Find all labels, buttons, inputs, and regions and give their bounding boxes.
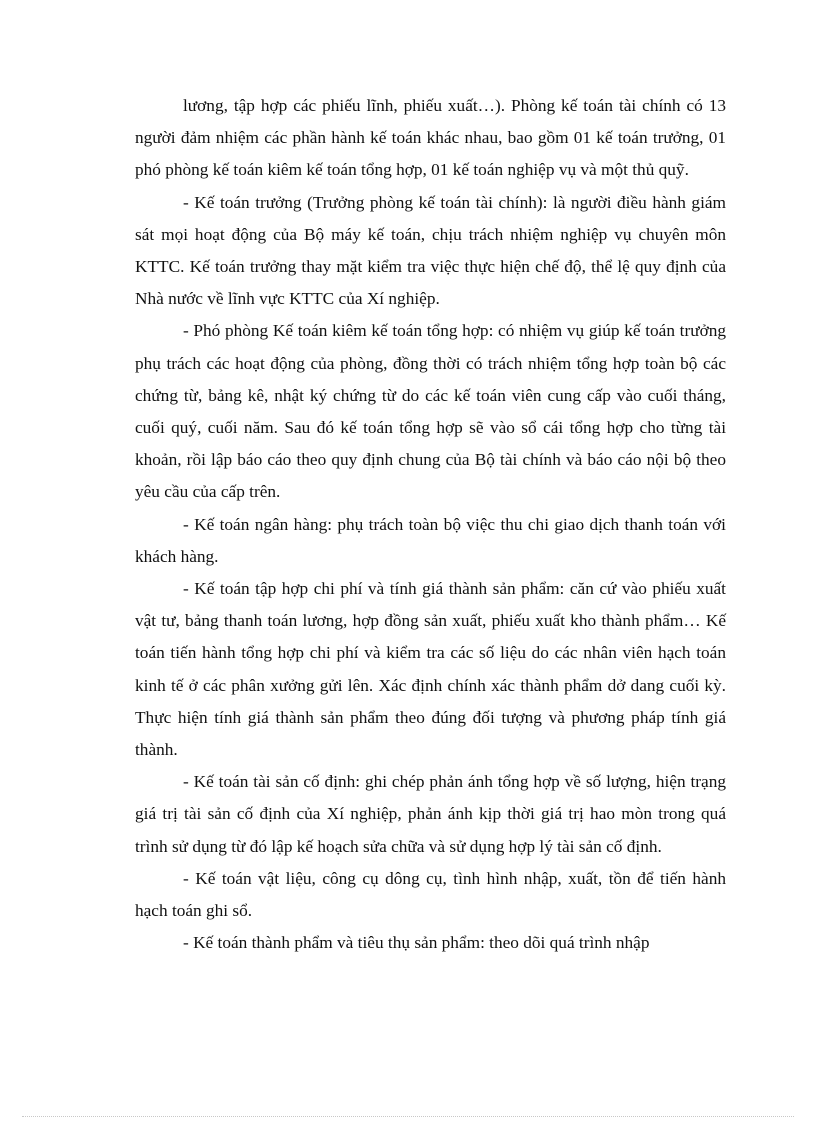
document-body <box>135 90 726 959</box>
paragraph-deputy-accountant: - Phó phòng Kế toán kiêm kế toán tổng hợp: có nhiệm vụ giúp kế toán trưởng phụ trách các hoạt động của phòng, đồng thời có trách nhiệm tổng hợp toàn bộ các chứng từ, bảng kê, nhật ký chứng từ do các kế toán viên cung cấp vào cuối tháng, cuối quý, cuối năm. Sau đó kế toán tổng hợp sẽ vào sổ cái tổng hợp cho từng tài khoản, rồi lập báo cáo theo quy định chung của Bộ tài chính và báo cáo nội bộ theo yêu cầu của cấp trên. <box>135 321 726 502</box>
paragraph-chief-accountant: - Kế toán trưởng (Trưởng phòng kế toán tài chính): là người điều hành giám sát mọi hoạt động của Bộ máy kế toán, chịu trách nhiệm nghiệp vụ chuyên môn KTTC. Kế toán trưởng thay mặt kiểm tra việc thực hiện chế độ, thể lệ quy định của Nhà nước về lĩnh vực KTTC của Xí nghiệp. <box>135 192 726 309</box>
paragraph-cost-accountant: - Kế toán tập hợp chi phí và tính giá thành sản phẩm: căn cứ vào phiếu xuất vật tư, bảng thanh toán lương, hợp đồng sản xuất, phiếu xuất kho thành phẩm… Kế toán tiến hành tổng hợp chi phí và kiểm tra các số liệu do các nhân viên hạch toán kinh tế ở các phân xưởng gửi lên. Xác định chính xác thành phẩm dở dang cuối kỳ. Thực hiện tính giá thành sản phẩm theo đúng đối tượng và phương pháp tính giá thành. <box>135 579 726 760</box>
paragraph-materials-accountant: - Kế toán vật liệu, công cụ dông cụ, tình hình nhập, xuất, tồn để tiến hành hạch toán ghi sổ. <box>135 868 726 921</box>
paragraph-bank-accountant: - Kế toán ngân hàng: phụ trách toàn bộ việc thu chi giao dịch thanh toán với khách hàng. <box>135 514 726 566</box>
paragraph-finished-goods-accountant: - Kế toán thành phẩm và tiêu thụ sản phẩm: theo dõi quá trình nhập <box>183 933 650 953</box>
page-bottom-rule <box>22 1116 794 1117</box>
paragraph-1: lương, tập hợp các phiếu lĩnh, phiếu xuất…). Phòng kế toán tài chính có 13 người đảm nhiệm các phần hành kế toán khác nhau, bao gồm 01 kế toán trưởng, 01 phó phòng kế toán kiêm kế toán tổng hợp, 01 kế toán nghiệp vụ và một thủ quỹ. <box>135 96 726 180</box>
paragraph-fixed-asset-accountant: - Kế toán tài sản cố định: ghi chép phản ánh tổng hợp về số lượng, hiện trạng giá trị tài sản cố định của Xí nghiệp, phản ánh kịp thời giá trị hao mòn trong quá trình sử dụng từ đó lập kế hoạch sửa chữa và sử dụng hợp lý tài sản cố định. <box>135 772 726 856</box>
